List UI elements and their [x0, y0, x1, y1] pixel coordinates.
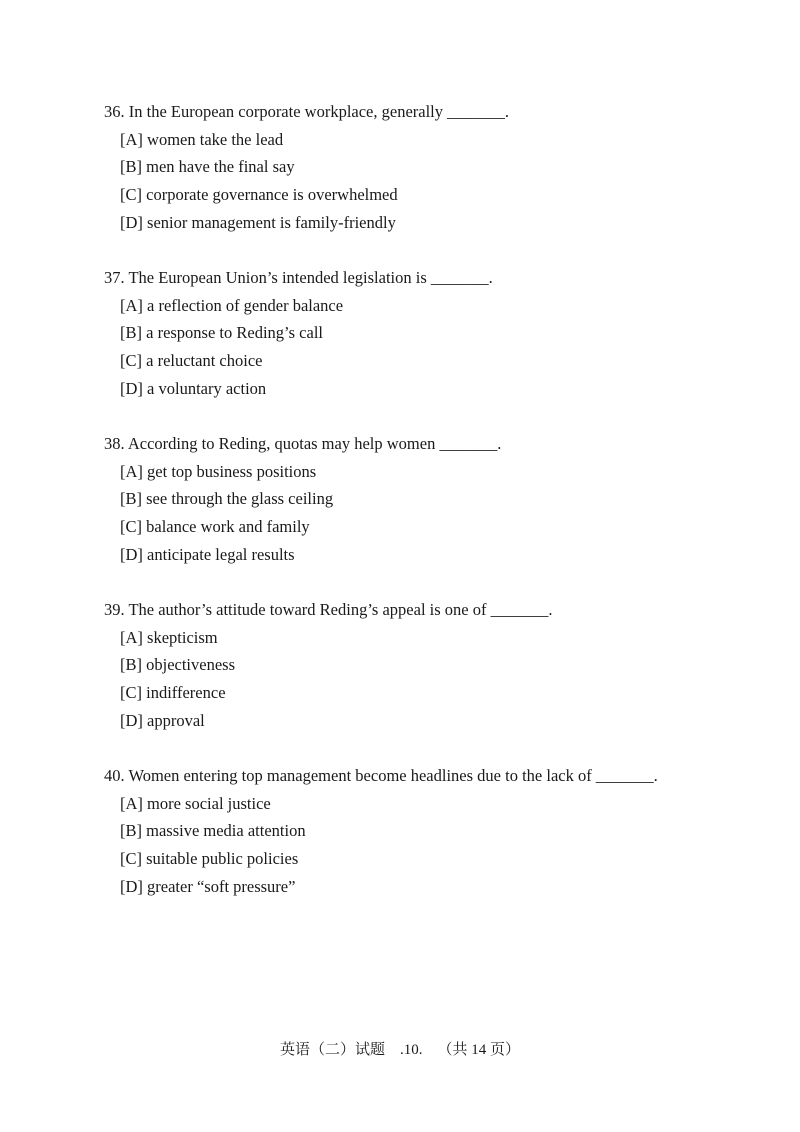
question-40 [104, 765, 744, 898]
answer-options [104, 793, 744, 898]
option-c: [C] corporate governance is overwhelmed [120, 185, 398, 205]
answer-options [104, 461, 744, 566]
footer-subject: 英语（二）试题 [279, 1042, 385, 1058]
answer-options [104, 295, 744, 400]
option-b: [B] massive media attention [120, 821, 306, 841]
question-stem: 37. The European Union’s intended legislation is _______. [104, 268, 493, 287]
option-b: [B] objectiveness [120, 655, 236, 675]
option-b: [B] men have the final say [120, 157, 295, 177]
question-stem: 40. Women entering top management become headlines due to the lack of _______. [104, 766, 658, 785]
question-39 [104, 599, 744, 732]
footer-page-number: .10. [400, 1042, 423, 1058]
option-a: [A] get top business positions [120, 461, 317, 481]
option-b: [B] see through the glass ceiling [120, 489, 334, 509]
page-footer [0, 1040, 800, 1060]
option-a: [A] skepticism [120, 627, 218, 647]
question-stem: 38. According to Reding, quotas may help women _______. [104, 434, 502, 453]
footer-total-pages: （共 14 页） [437, 1042, 521, 1058]
option-d: [D] senior management is family-friendly [120, 212, 396, 232]
option-d: [D] anticipate legal results [120, 544, 295, 564]
question-38 [104, 433, 744, 566]
option-a: [A] a reflection of gender balance [120, 295, 344, 315]
question-stem: 39. The author’s attitude toward Reding’s appeal is one of _______. [104, 600, 553, 619]
option-a: [A] women take the lead [120, 129, 284, 149]
option-c: [C] indifference [120, 683, 226, 703]
option-a: [A] more social justice [120, 793, 271, 813]
answer-options [104, 627, 744, 732]
option-c: [C] suitable public policies [120, 849, 299, 869]
option-d: [D] approval [120, 710, 205, 730]
option-b: [B] a response to Reding’s call [120, 323, 323, 343]
question-36 [104, 101, 744, 234]
option-d: [D] greater “soft pressure” [120, 876, 296, 896]
option-d: [D] a voluntary action [120, 378, 267, 398]
question-37 [104, 267, 744, 400]
answer-options [104, 129, 744, 234]
option-c: [C] a reluctant choice [120, 351, 263, 371]
question-stem: 36. In the European corporate workplace, generally _______. [104, 102, 510, 121]
option-c: [C] balance work and family [120, 517, 310, 537]
